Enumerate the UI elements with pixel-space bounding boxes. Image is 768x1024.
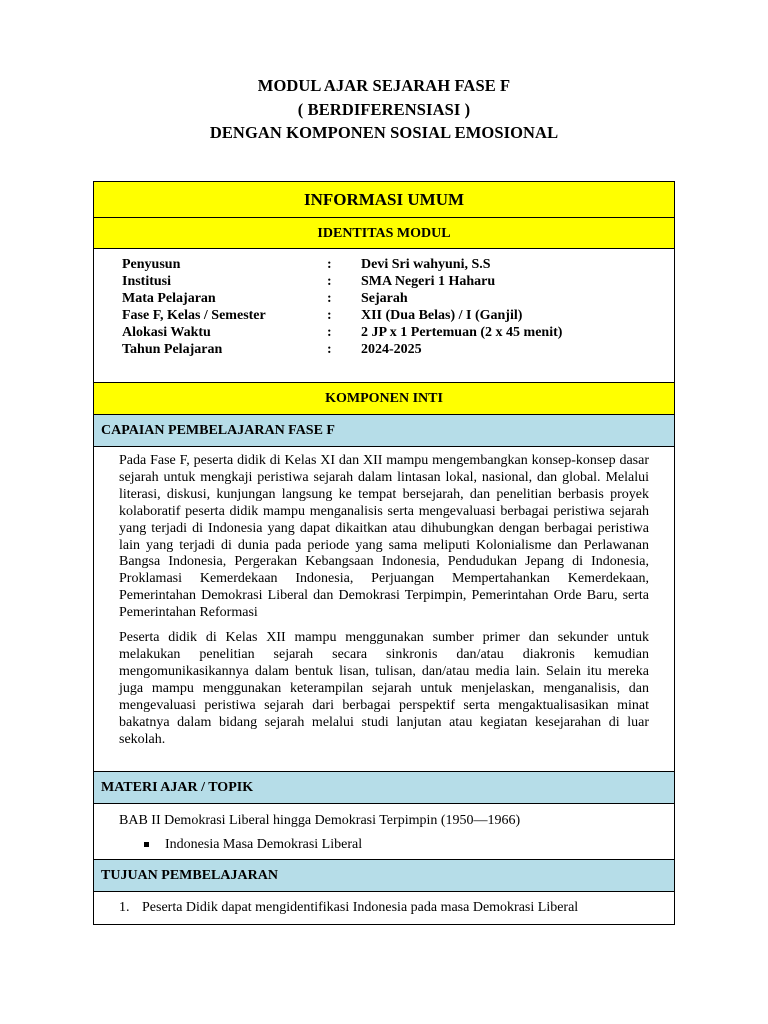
identity-label: Tahun Pelajaran	[122, 342, 223, 357]
document-title	[0, 74, 768, 145]
identity-row-mata-pelajaran	[122, 290, 674, 307]
tujuan-heading-text: TUJUAN PEMBELAJARAN	[101, 867, 278, 883]
materi-body	[94, 804, 674, 860]
identity-row-alokasi-waktu	[122, 324, 674, 341]
tujuan-item-number: 1.	[119, 900, 130, 915]
identitas-modul-body	[94, 249, 674, 383]
materi-heading	[94, 772, 674, 804]
identity-label: Alokasi Waktu	[122, 325, 211, 340]
capaian-body	[94, 447, 674, 772]
tujuan-item-text: Peserta Didik dapat mengidentifikasi Indonesia pada masa Demokrasi Liberal	[142, 900, 579, 915]
identity-row-tahun-pelajaran	[122, 341, 674, 358]
capaian-paragraph-1: Pada Fase F, peserta didik di Kelas XI dan XII mampu mengembangkan konsep-konsep dasar sejarah untuk mengkaji peristiwa sejarah dalam lintasan lokal, nasional, dan global. Melalui literasi, diskusi, kunjungan langsung ke tempat bersejarah, dan penelitian berbasis proyek kolaboratif peserta didik mampu menganalisis serta mengevaluasi berbagai peristiwa sejarah yang terjadi di Indonesia yang dapat dikaitkan atau dihubungkan dengan berbagai peristiwa lain yang terjadi di dunia pada periode yang sama meliputi Kolonialisme dan Perlawanan Bangsa Indonesia, Pergerakan Kebangsaan Indonesia, Pendudukan Jepang di Indonesia, Proklamasi Kemerdekaan Indonesia, Perjuangan Mempertahankan Kemerdekaan, Pemerintahan Demokrasi Liberal dan Demokrasi Terpimpin, Pemerintahan Orde Baru, serta Pemerintahan Reformasi	[119, 453, 649, 621]
tujuan-heading	[94, 860, 674, 892]
identity-row-penyusun	[122, 256, 674, 273]
title-line-1: MODUL AJAR SEJARAH FASE F	[257, 76, 511, 95]
identity-label: Penyusun	[122, 257, 181, 272]
materi-heading-text: MATERI AJAR / TOPIK	[101, 779, 254, 795]
title-line-2: ( BERDIFERENSIASI )	[297, 99, 471, 119]
identitas-modul-heading: IDENTITAS MODUL	[94, 218, 674, 249]
identity-colon: :	[327, 291, 332, 306]
identity-value: 2 JP x 1 Pertemuan (2 x 45 menit)	[361, 325, 563, 340]
list-item	[165, 836, 674, 853]
komponen-inti-heading: KOMPONEN INTI	[94, 383, 674, 415]
capaian-paragraph-2: Peserta didik di Kelas XII mampu menggunakan sumber primer dan sekunder untuk melakukan penelitian sejarah secara sinkronis dan/atau diakronis kemudian mengomunikasikannya dalam bentuk lisan, tulisan, dan/atau media lain. Selain itu mereka juga mampu menggunakan keterampilan sejarah untuk menjelaskan, menganalisis, dan mengevaluasi peristiwa sejarah dari berbagai perspektif serta mengaktualisasikan minat bakatnya dalam bidang sejarah melalui studi lanjutan atau kegiatan kesejarahan di luar sekolah.	[119, 630, 649, 747]
identity-value: 2024-2025	[361, 342, 422, 357]
identity-value: SMA Negeri 1 Haharu	[361, 274, 496, 289]
identity-value: XII (Dua Belas) / I (Ganjil)	[361, 308, 523, 323]
tujuan-body	[94, 892, 674, 924]
identity-label: Fase F, Kelas / Semester	[122, 308, 266, 323]
identity-colon: :	[327, 325, 332, 340]
materi-chapter: BAB II Demokrasi Liberal hingga Demokrasi Terpimpin (1950—1966)	[119, 813, 521, 828]
title-line-3: DENGAN KOMPONEN SOSIAL EMOSIONAL	[209, 123, 559, 142]
identity-colon: :	[327, 342, 332, 357]
list-item-text: Indonesia Masa Demokrasi Liberal	[165, 837, 363, 852]
identity-label: Institusi	[122, 274, 172, 289]
square-bullet-icon	[144, 842, 149, 847]
capaian-heading	[94, 415, 674, 447]
identity-value: Devi Sri wahyuni, S.S	[361, 257, 491, 272]
identity-row-institusi	[122, 273, 674, 290]
materi-list	[119, 836, 674, 853]
identity-value: Sejarah	[361, 291, 408, 306]
identity-label: Mata Pelajaran	[122, 291, 216, 306]
capaian-heading-text: CAPAIAN PEMBELAJARAN FASE F	[101, 422, 335, 438]
identity-row-fase-kelas	[122, 307, 674, 324]
identity-colon: :	[327, 257, 332, 272]
informasi-umum-heading: INFORMASI UMUM	[94, 182, 674, 218]
identity-colon: :	[327, 308, 332, 323]
identity-colon: :	[327, 274, 332, 289]
module-table	[93, 181, 675, 925]
